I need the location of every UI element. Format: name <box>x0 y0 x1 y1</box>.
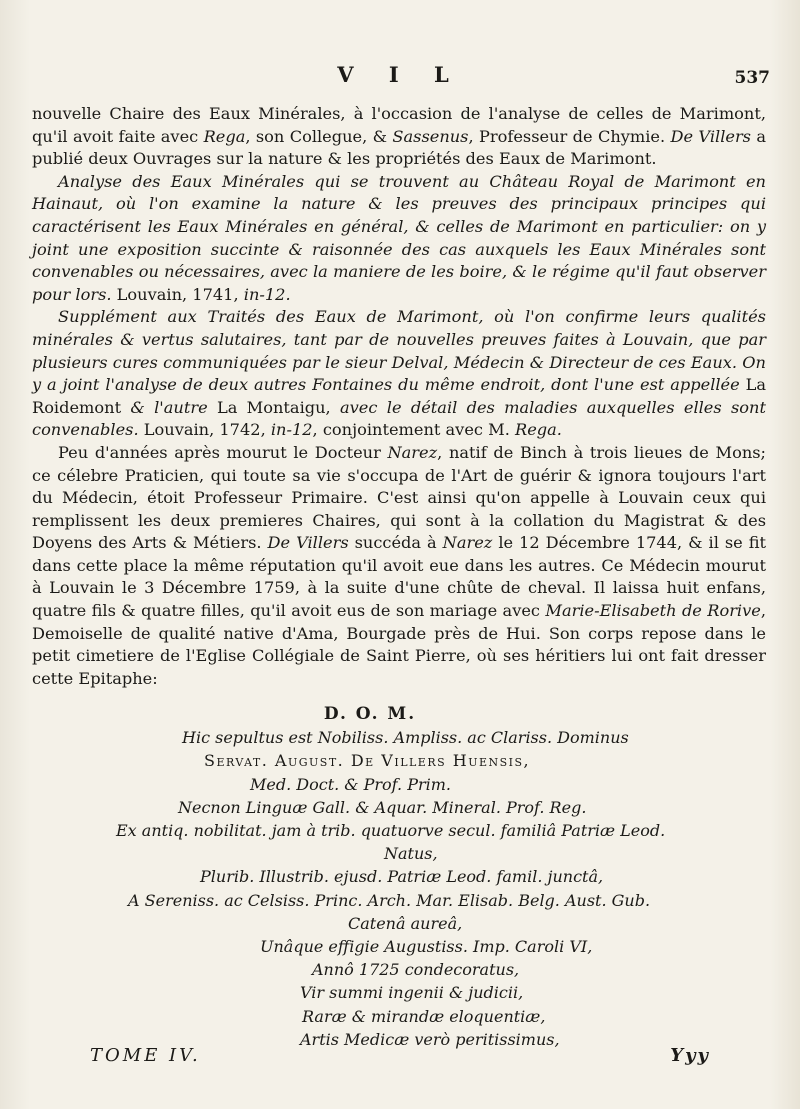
epitaph-dom: D. O. M. <box>323 704 417 724</box>
epitaph-line: A Sereniss. ac Celsiss. Princ. Arch. Mar. Elisab. Belg. Aust. Gub. <box>128 890 651 910</box>
epitaph-line: Artis Medicæ verò peritissimus, <box>300 1029 560 1049</box>
page-header <box>30 62 770 96</box>
epitaph-line: Natus, <box>384 844 438 864</box>
paragraph-analyse: Analyse des Eaux Minérales qui se trouvent au Château Royal de Marimont en Hainaut, où l'on examine la nature & les preuves des principaux principes qui caractérisent les Eaux Minérales en général, & celles de Marimont en particulier: on y joint une exposition succinte & raisonnée des cas auxquels les Eaux Minérales sont convenables ou nécessaires, avec la maniere de les boire, & le régime qu'il faut observer pour lors. Louvain, 1741, in-12. <box>32 171 766 304</box>
epitaph-line: Hic sepultus est Nobiliss. Ampliss. ac Clariss. Dominus <box>182 728 629 748</box>
epitaph-line: Catenâ aureâ, <box>348 913 463 933</box>
running-head: V I L <box>337 62 463 87</box>
epitaph-line: Annô 1725 condecoratus, <box>312 960 520 980</box>
paragraph-narez: Peu d'années après mourut le Docteur Narez, natif de Binch à trois lieues de Mons; ce célebre Praticien, qui toute sa vie s'occupa de l'Art de guérir & ignora toujours l'art du Médecin, étoit Professeur Primaire. C'est ainsi qu'on appelle à Louvain ceux qui remplissent les deux premieres Chaires, qui sont à la collation du Magistrat & des Doyens des Arts & Métiers. De Villers succéda à Narez le 12 Décembre 1744, & il se fit dans cette place la même réputation qu'il avoit eue dans les autres. Ce Médecin mourut à Louvain le 3 Décembre 1759, à la suite d'une chûte de cheval. Il laissa huit enfans, quatre fils & quatre filles, qu'il avoit eus de son mariage avec Marie-Elisabeth de Rorive, Demoiselle de qualité native d'Ama, Bourgade près de Hui. Son corps repose dans le petit cimetiere de l'Eglise Collégiale de Saint Pierre, où ses héritiers lui ont fait dresser cette Epitaphe: <box>32 442 767 688</box>
page-footer <box>90 1045 710 1071</box>
signature-mark: Yyy <box>670 1045 710 1066</box>
epitaph-line: Necnon Linguæ Gall. & Aquar. Mineral. Prof. Reg. <box>178 797 587 817</box>
epitaph-line: Servat. August. De Villers Huensis, <box>204 751 531 771</box>
epitaph <box>100 703 700 1051</box>
epitaph-line: Ex antiq. nobilitat. jam à trib. quatuorve secul. familiâ Patriæ Leod. <box>116 821 666 841</box>
epitaph-line: Plurib. Illustrib. ejusd. Patriæ Leod. famil. junctâ, <box>200 867 604 887</box>
paragraph-supplement: Supplément aux Traités des Eaux de Marimont, où l'on confirme leurs qualités minérales & vertus salutaires, tant par de nouvelles preuves faites à Louvain, que par plusieurs cures communiquées par le sieur Delval, Médecin & Directeur de ces Eaux. On y a joint l'analyse de deux autres Fontaines du même endroit, dont l'une est appellée La Roidemont & l'autre La Montaigu, avec le détail des maladies auxquelles elles sont convenables. Louvain, 1742, in-12, conjointement avec M. Rega. <box>32 307 767 440</box>
body-text <box>32 103 766 690</box>
volume-mark: TOME IV. <box>90 1045 201 1066</box>
epitaph-line: Med. Doct. & Prof. Prim. <box>250 774 451 794</box>
epitaph-line: Unâque effigie Augustiss. Imp. Caroli VI, <box>260 937 593 957</box>
epitaph-line: Raræ & mirandæ eloquentiæ, <box>302 1006 546 1026</box>
epitaph-line: Vir summi ingenii & judicii, <box>300 983 524 1003</box>
page-number: 537 <box>734 68 770 88</box>
paragraph-intro: nouvelle Chaire des Eaux Minérales, à l'occasion de l'analyse de celles de Marimont, qu'il avoit faite avec Rega, son Collegue, & Sassenus, Professeur de Chymie. De Villers a publié deux Ouvrages sur la nature & les propriétés des Eaux de Marimont. <box>32 104 767 169</box>
